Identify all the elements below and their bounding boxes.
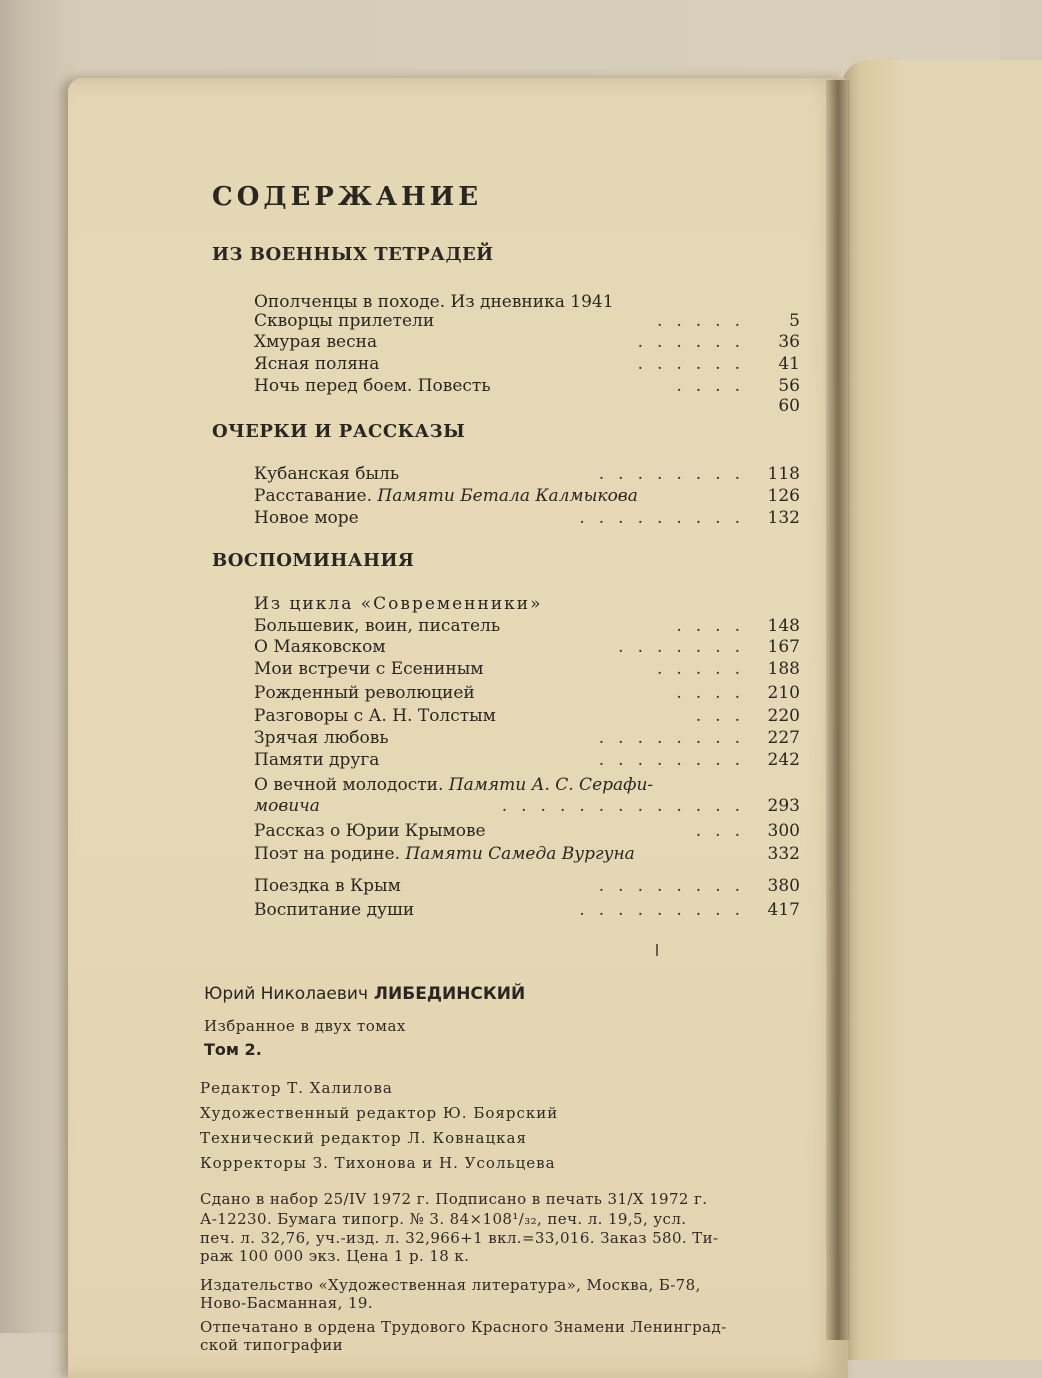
print-mark [656, 944, 658, 956]
toc-leader-dots: .... [676, 616, 754, 636]
next-page-edge [842, 60, 1042, 1360]
toc-entry-label: Рассказ о Юрии Крымове [254, 821, 486, 841]
toc-entry-page: 210 [767, 683, 800, 703]
toc-entry-label: Рожденный революцией [254, 683, 475, 703]
toc-entry [254, 821, 800, 843]
imprint-print-line: Сдано в набор 25/IV 1972 г. Подписано в печать 31/X 1972 г. [200, 1190, 708, 1208]
toc-entry [254, 311, 800, 333]
toc-entry-label [254, 844, 635, 864]
toc-entry-page: 60 [778, 396, 800, 416]
toc-entry-page: 417 [767, 900, 800, 920]
toc-entry [254, 844, 800, 866]
toc-leader-dots: .... [676, 683, 754, 703]
toc-leader-dots: ....... [618, 637, 754, 657]
toc-leader-dots: ...... [637, 354, 754, 374]
toc-entry-label: Кубанская быль [254, 464, 400, 484]
toc-entry-italic: мовича [254, 796, 320, 816]
toc-entry-label: Ясная поляна [254, 354, 380, 374]
toc-entry-label [254, 796, 320, 816]
toc-entry-label: Ополченцы в походе. Из дневника 1941 [254, 292, 614, 312]
imprint-printer: ской типографии [200, 1336, 344, 1354]
toc-entry-label: Ночь перед боем. Повесть [254, 376, 491, 396]
toc-entry-label: Из цикла «Современники» [254, 594, 543, 614]
toc-entry [254, 486, 800, 508]
toc-entry-page: 332 [767, 844, 800, 864]
imprint-collection: Избранное в двух томах [204, 1017, 406, 1035]
imprint-publisher-address: Ново-Басманная, 19. [200, 1294, 374, 1312]
toc-entry-page: 56 [778, 376, 800, 396]
toc-leader-dots: ............. [501, 796, 754, 816]
toc-entry-label: Поездка в Крым [254, 876, 401, 896]
toc-entry-page: 380 [767, 876, 800, 896]
toc-entry [254, 508, 800, 530]
imprint-printer: Отпечатано в ордена Трудового Красного Знамени Ленинград- [200, 1318, 727, 1336]
toc-entry [254, 376, 800, 398]
book-gutter [826, 80, 850, 1340]
toc-entry-label: Мои встречи с Есениным [254, 659, 484, 679]
toc-entry [254, 876, 800, 898]
toc-entry-italic: Памяти Самеда Вургуна [405, 844, 635, 864]
toc-leader-dots: .... [676, 376, 754, 396]
toc-leader-dots: ......... [579, 900, 754, 920]
toc-entry-page: 148 [767, 616, 800, 636]
toc-entry [254, 396, 800, 418]
toc-entry-page: 36 [778, 332, 800, 352]
toc-entry [254, 900, 800, 922]
toc-entry-page: 293 [767, 796, 800, 816]
toc-entry-page: 41 [778, 354, 800, 374]
imprint-editor: Редактор Т. Халилова [200, 1079, 393, 1097]
imprint-art-editor: Художественный редактор Ю. Боярский [200, 1104, 559, 1122]
toc-entry-page: 188 [767, 659, 800, 679]
page-title: СОДЕРЖАНИЕ [212, 182, 483, 212]
toc-entry [254, 354, 800, 376]
imprint-volume: Том 2. [204, 1040, 262, 1059]
toc-entry-label: Новое море [254, 508, 359, 528]
imprint-publisher: Издательство «Художественная литература», Москва, Б-78, [200, 1276, 701, 1294]
toc-entry-page: 300 [767, 821, 800, 841]
imprint-print-line: печ. л. 32,76, уч.-изд. л. 32,966+1 вкл.=33,016. Заказ 580. Ти- [200, 1229, 719, 1247]
toc-entry-label: Разговоры с А. Н. Толстым [254, 706, 496, 726]
toc-entry-page: 132 [767, 508, 800, 528]
toc-entry [254, 683, 800, 705]
author-first-name: Юрий Николаевич [204, 984, 368, 1004]
toc-leader-dots: ........ [598, 464, 754, 484]
toc-entry-page: 242 [767, 750, 800, 770]
toc-leader-dots: ........ [598, 750, 754, 770]
imprint-print-line: А-12230. Бумага типогр. № 3. 84×108¹/₃₂, печ. л. 19,5, усл. [200, 1210, 687, 1228]
imprint-tech-editor: Технический редактор Л. Ковнацкая [200, 1129, 527, 1147]
section-heading-memoirs: ВОСПОМИНАНИЯ [212, 550, 415, 571]
toc-entry-page: 118 [767, 464, 800, 484]
toc-leader-dots: ... [695, 821, 754, 841]
imprint-author [204, 984, 525, 1004]
toc-leader-dots: ..... [656, 311, 754, 331]
toc-entry [254, 750, 800, 772]
toc-entry-page: 126 [767, 486, 800, 506]
toc-leader-dots: ..... [656, 659, 754, 679]
toc-entry-label: Большевик, воин, писатель [254, 616, 501, 636]
toc-entry [254, 659, 800, 681]
toc-entry-label-text: О вечной молодости. [254, 775, 444, 795]
toc-entry-page: 227 [767, 728, 800, 748]
toc-entry [254, 775, 800, 797]
toc-leader-dots: ......... [579, 508, 754, 528]
toc-entry-page: 220 [767, 706, 800, 726]
toc-entry [254, 616, 800, 638]
toc-entry [254, 332, 800, 354]
toc-entry-label: Хмурая весна [254, 332, 378, 352]
section-heading-essays-stories: ОЧЕРКИ И РАССКАЗЫ [212, 421, 466, 442]
toc-entry-label-text: Расставание. [254, 486, 372, 506]
toc-entry-page: 5 [789, 311, 800, 331]
toc-leader-dots: ........ [598, 876, 754, 896]
imprint-print-line: раж 100 000 экз. Цена 1 р. 18 к. [200, 1247, 470, 1265]
toc-leader-dots: ...... [637, 332, 754, 352]
toc-entry [254, 706, 800, 728]
toc-entry-page: 167 [767, 637, 800, 657]
toc-entry [254, 464, 800, 486]
toc-entry-label: Зрячая любовь [254, 728, 389, 748]
toc-entry-italic: Памяти А. С. Серафи- [448, 775, 654, 795]
toc-entry-label [254, 486, 638, 506]
toc-entry [254, 796, 800, 818]
toc-leader-dots: ........ [598, 728, 754, 748]
toc-entry-label: О Маяковском [254, 637, 386, 657]
toc-entry [254, 728, 800, 750]
toc-entry-label: Скворцы прилетели [254, 311, 435, 331]
toc-entry-label: Воспитание души [254, 900, 415, 920]
toc-entry [254, 594, 800, 616]
toc-entry [254, 637, 800, 659]
toc-entry-label: Памяти друга [254, 750, 380, 770]
section-heading-war-notebooks: ИЗ ВОЕННЫХ ТЕТРАДЕЙ [212, 244, 494, 265]
toc-entry-label-text: Поэт на родине. [254, 844, 400, 864]
toc-entry-label [254, 775, 653, 795]
toc-entry-italic: Памяти Бетала Калмыкова [377, 486, 638, 506]
author-last-name: ЛИБЕДИНСКИЙ [373, 984, 526, 1004]
toc-leader-dots: ... [695, 706, 754, 726]
imprint-proofreaders: Корректоры З. Тихонова и Н. Усольцева [200, 1154, 556, 1172]
